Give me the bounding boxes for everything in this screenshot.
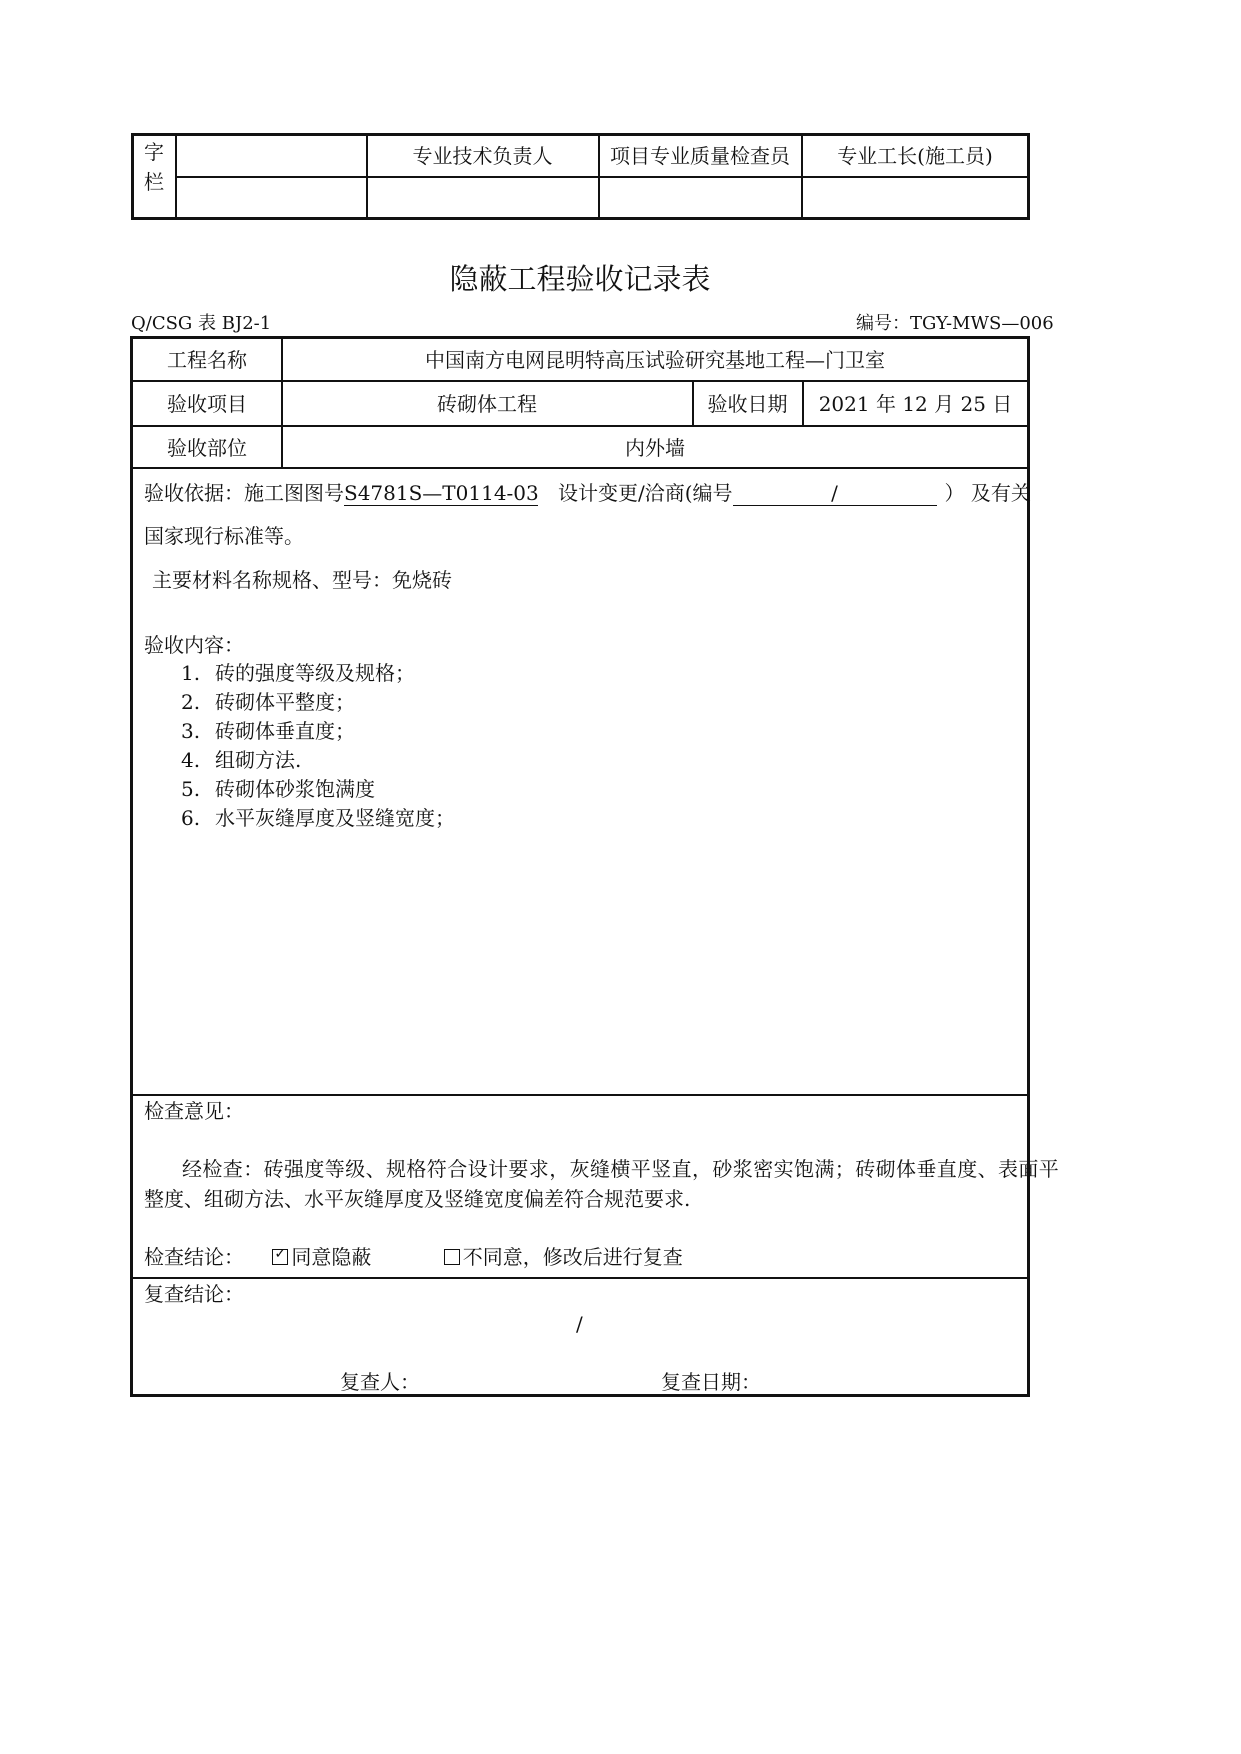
list-item — [181, 661, 415, 685]
inspection-date-value: 2021 年 12 月 25 日 — [818, 392, 1013, 416]
agree-checkbox[interactable] — [272, 1246, 288, 1265]
design-change-number: / — [733, 481, 937, 506]
list-item — [181, 690, 355, 714]
project-name-label: 工程名称 — [167, 348, 247, 372]
review-heading: 复查结论： — [144, 1282, 244, 1306]
list-item-text: 砖砌体平整度； — [215, 690, 355, 714]
list-item-number: 5. — [181, 777, 201, 801]
list-item — [181, 719, 355, 743]
opinion-text-line-1: 经检查：砖强度等级、规格符合设计要求，灰缝横平竖直，砂浆密实饱满；砖砌体垂直度、表面平 — [182, 1157, 1060, 1181]
agree-option[interactable] — [272, 1245, 371, 1269]
review-date-label: 复查日期： — [661, 1370, 761, 1394]
basis-line-2: 国家现行标准等。 — [144, 524, 304, 548]
foreman-header: 专业工长(施工员) — [837, 144, 993, 168]
serial-number — [856, 312, 1054, 336]
inspection-item-label: 验收项目 — [167, 392, 247, 416]
design-change-label: 设计变更/洽商(编号 — [558, 481, 733, 505]
signature-side-label-1: 字 — [144, 140, 164, 164]
form-code: Q/CSG 表 BJ2-1 — [131, 313, 272, 334]
list-item-text: 砖砌体垂直度； — [215, 719, 355, 743]
basis-suffix: ） 及有关 — [944, 481, 1031, 505]
basis-prefix: 验收依据：施工图图号 — [144, 481, 344, 505]
list-item-text: 水平灰缝厚度及竖缝宽度； — [215, 806, 455, 830]
tech-lead-header: 专业技术负责人 — [412, 144, 553, 168]
project-name-value: 中国南方电网昆明特高压试验研究基地工程—门卫室 — [425, 348, 885, 372]
disagree-label: 不同意，修改后进行复查 — [462, 1245, 683, 1269]
list-item — [181, 748, 301, 772]
list-item-text: 砖砌体砂浆饱满度 — [215, 777, 375, 801]
checkmark-icon: ✓ — [274, 1246, 287, 1262]
reviewer-label: 复查人： — [340, 1370, 420, 1394]
content-heading: 验收内容： — [144, 633, 244, 657]
conclusion-label: 检查结论： — [144, 1245, 244, 1269]
list-item-number: 1. — [181, 661, 201, 685]
list-item — [181, 806, 455, 830]
list-item-number: 2. — [181, 690, 201, 714]
serial-value: TGY-MWS—006 — [910, 313, 1054, 334]
list-item-number: 6. — [181, 806, 201, 830]
inspection-location-value: 内外墙 — [625, 436, 685, 460]
agree-label: 同意隐蔽 — [291, 1245, 372, 1269]
list-item — [181, 777, 375, 801]
review-value: / — [576, 1312, 583, 1336]
page-title: 隐蔽工程验收记录表 — [449, 262, 711, 296]
disagree-checkbox[interactable] — [444, 1249, 460, 1265]
basis-line — [144, 481, 1031, 506]
opinion-text-line-2: 整度、组砌方法、水平灰缝厚度及竖缝宽度偏差符合规范要求. — [144, 1187, 691, 1211]
list-item-number: 4. — [181, 748, 201, 772]
opinion-heading: 检查意见： — [144, 1099, 244, 1123]
disagree-option[interactable] — [444, 1245, 683, 1269]
inspection-date-label: 验收日期 — [707, 392, 788, 416]
quality-inspector-header: 项目专业质量检查员 — [610, 144, 790, 168]
main-material: 主要材料名称规格、型号：免烧砖 — [152, 568, 452, 592]
inspection-location-label: 验收部位 — [167, 436, 247, 460]
list-item-number: 3. — [181, 719, 201, 743]
check-conclusion — [144, 1245, 683, 1269]
list-item-text: 组砌方法. — [215, 748, 302, 772]
signature-side-label-2: 栏 — [144, 170, 164, 194]
inspection-item-value: 砖砌体工程 — [437, 392, 537, 416]
serial-label: 编号： — [856, 313, 910, 334]
drawing-number: S4781S—T0114-03 — [344, 481, 539, 505]
list-item-text: 砖的强度等级及规格； — [215, 661, 415, 685]
